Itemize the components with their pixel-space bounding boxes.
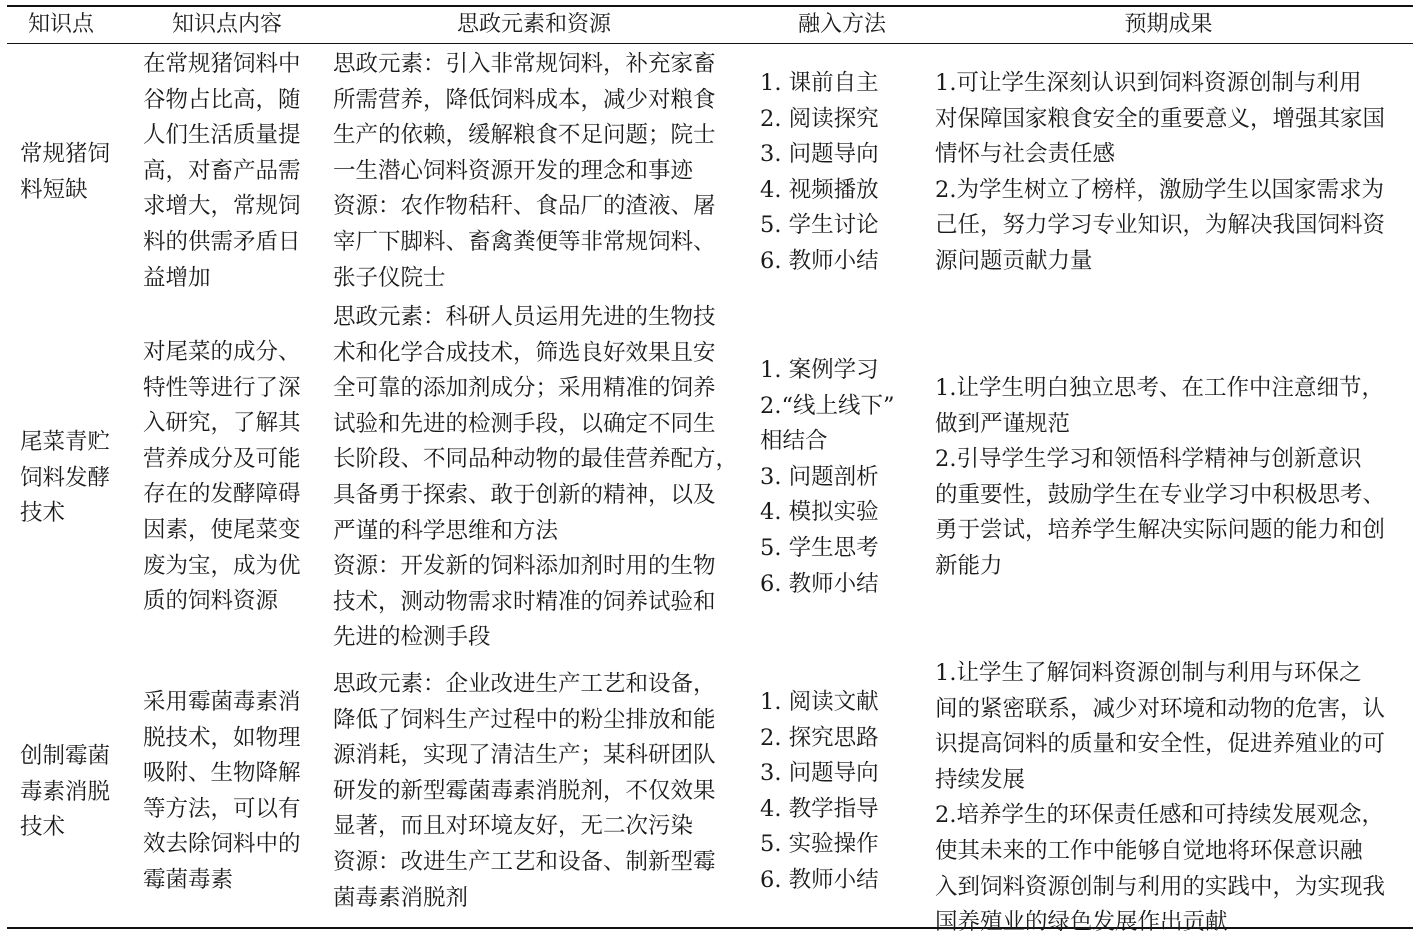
list-item: 3. 问题剖析 [760,463,879,490]
table-header [7,7,1413,44]
header-ideological-elements: 思政元素和资源 [456,12,611,37]
cell-elements: 思政元素：企业改进生产工艺和设备， 降低了饲料生产过程中的粉尘排放和能 源消耗，实现了清洁生产；某科研团队 研发的新型霉菌毒素消脱剂，不仅效果 显著，而且对环境友好，无二次污染 资源：改进生产工艺和设备、制新型霉 菌毒素消脱剂 [333,671,716,911]
cell-content: 采用霉菌毒素消 脱技术，如物理 吸附、生物降解 等方法，可以有 效去除饲料中的 霉菌毒素 [143,689,301,893]
table-row [7,43,1413,305]
list-item: 3. 问题导向 [760,760,879,787]
header-expected-outcomes: 预期成果 [1124,12,1213,37]
table-row [7,657,1413,936]
header-integration-method: 融入方法 [797,12,886,37]
cell-content: 在常规猪饲料中 谷物占比高，随 人们生活质量提 高，对畜产品需 求增大，常规饲 料的供需矛盾日 益增加 [143,51,301,291]
cell-content: 对尾菜的成分、 特性等进行了深 入研究，了解其 营养成分及可能 存在的发酵障碍 因素，使尾菜变 废为宝，成为优 质的饲料资源 [143,339,301,615]
cell-knowledge-point: 创制霉菌 毒素消脱 技术 [20,743,111,841]
table-row [7,301,1413,657]
list-item: 1. 课前自主 [760,70,879,96]
list-item: 1. 阅读文献 [760,689,879,715]
cell-methods [760,66,879,280]
list-item: 5. 实验操作 [760,831,879,858]
list-item: 2.“线上线下” [760,392,895,419]
list-item: 2. 探究思路 [760,724,879,751]
cell-knowledge-point: 常规猪饲 料短缺 [20,141,111,203]
list-item: 4. 模拟实验 [760,499,879,526]
header-content: 知识点内容 [171,12,282,37]
cell-outcomes: 1.让学生明白独立思考、在工作中注意细节， 做到严谨规范 2.引导学生学习和领悟科学精神与创新意识 的重要性，鼓励学生在专业学习中积极思考、 勇于尝试，培养学生解决实际问题的能力和创 新能力 [935,375,1386,579]
list-item: 6. 教师小结 [760,247,879,274]
cell-methods [760,353,894,602]
list-item: 相结合 [760,428,828,455]
list-item: 4. 视频播放 [760,176,879,203]
list-item: 1. 案例学习 [760,357,879,383]
list-item: 5. 学生讨论 [760,212,879,239]
cell-methods [760,685,879,899]
cell-outcomes: 1.让学生了解饲料资源创制与利用与环保之 间的紧密联系，减少对环境和动物的危害，认 识提高饲料的质量和安全性，促进养殖业的可 持续发展 2.培养学生的环保责任感和可持续发展观念， 使其未来的工作中能够自觉地将环保意识融 入到饲料资源创制与利用的实践中，为实现我 国养殖业的绿色发展作出贡献 [935,660,1386,936]
list-item: 6. 教师小结 [760,866,879,893]
cell-knowledge-point: 尾菜青贮 饲料发酵 技术 [20,429,111,527]
list-item: 5. 学生思考 [760,534,879,561]
list-item: 3. 问题导向 [760,141,879,168]
cell-outcomes: 1.可让学生深刻认识到饲料资源创制与利用 对保障国家粮食安全的重要意义，增强其家国 情怀与社会责任感 2.为学生树立了榜样，激励学生以国家需求为 己任，努力学习专业知识，为解决我国饲料资 源问题贡献力量 [935,70,1386,274]
curriculum-table [7,5,1413,936]
cell-elements: 思政元素：引入非常规饲料，补充家畜 所需营养，降低饲料成本，减少对粮食 生产的依赖，缓解粮食不足问题；院士 一生潜心饲料资源开发的理念和事迹 资源：农作物秸秆、食品厂的渣液、屠 宰厂下脚料、畜禽粪便等非常规饲料、 张子仪院士 [333,51,716,291]
header-knowledge-point: 知识点 [27,12,94,37]
list-item: 2. 阅读探究 [760,105,879,132]
cell-elements: 思政元素：科研人员运用先进的生物技 术和化学合成技术，筛选良好效果且安 全可靠的添加剂成分；采用精准的饲养 试验和先进的检测手段，以确定不同生 长阶段、不同品种动物的最佳营养配方， 具备勇于探索、敢于创新的精神，以及 严谨的科学思维和方法 资源：开发新的饲料添加剂时用的生物 技术，测动物需求时精准的饲养试验和 先进的检测手段 [333,304,739,651]
list-item: 6. 教师小结 [760,570,879,597]
list-item: 4. 教学指导 [760,795,879,822]
